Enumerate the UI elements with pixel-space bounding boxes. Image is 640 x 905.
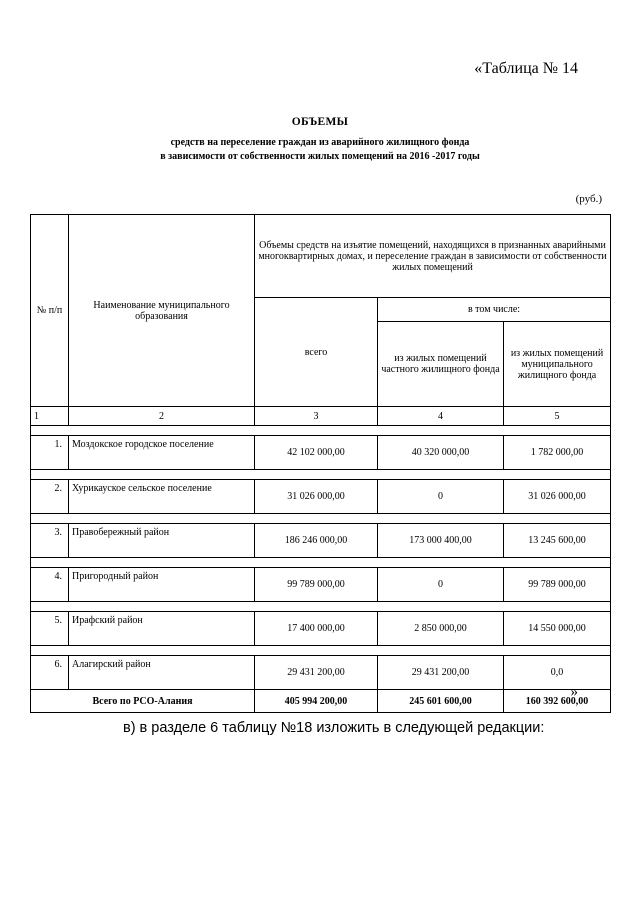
- amount-municipal: 13 245 600,00: [504, 524, 611, 558]
- col-number: 1: [31, 407, 69, 426]
- row-spacer: [31, 426, 611, 436]
- municipality-name: Алагирский район: [69, 656, 255, 690]
- row-number: 3.: [31, 524, 69, 558]
- amount-municipal: 1 782 000,00: [504, 436, 611, 470]
- row-number: 6.: [31, 656, 69, 690]
- table-row: [31, 436, 611, 470]
- amount-total: 17 400 000,00: [255, 612, 378, 646]
- row-number: 2.: [31, 480, 69, 514]
- municipality-name: Ирафский район: [69, 612, 255, 646]
- document-title: ОБЪЕМЫ: [291, 116, 349, 128]
- amount-private: 0: [378, 568, 504, 602]
- municipality-name: Моздокское городское поселение: [69, 436, 255, 470]
- col-number: 2: [69, 407, 255, 426]
- total-amount: 405 994 200,00: [255, 690, 378, 713]
- table-row: [31, 568, 611, 602]
- amount-municipal: 31 026 000,00: [504, 480, 611, 514]
- amount-municipal: 99 789 000,00: [504, 568, 611, 602]
- amount-private: 29 431 200,00: [378, 656, 504, 690]
- total-private: 245 601 600,00: [378, 690, 504, 713]
- total-row: [31, 690, 611, 713]
- amount-private: 0: [378, 480, 504, 514]
- funding-table: [30, 214, 611, 713]
- row-spacer: [31, 514, 611, 524]
- table-row: [31, 612, 611, 646]
- header-col-private: из жилых помещений частного жилищного фонда: [378, 322, 504, 407]
- row-spacer: [31, 470, 611, 480]
- header-col-including: в том числе:: [378, 298, 611, 322]
- amendment-note: в) в разделе 6 таблицу №18 изложить в следующей редакции:: [123, 720, 545, 736]
- row-number: 4.: [31, 568, 69, 602]
- amount-total: 42 102 000,00: [255, 436, 378, 470]
- header-col-group: Объемы средств на изъятие помещений, находящихся в признанных аварийными многоквартирных домах, и переселение граждан в зависимости от собственности жилых помещений: [255, 215, 611, 298]
- amount-municipal: 0,0: [504, 656, 611, 690]
- row-spacer: [31, 558, 611, 568]
- total-label: Всего по РСО-Алания: [31, 690, 255, 713]
- col-number: 3: [255, 407, 378, 426]
- col-number: 4: [378, 407, 504, 426]
- municipality-name: Правобережный район: [69, 524, 255, 558]
- header-col-total: всего: [255, 298, 378, 407]
- municipality-name: Хурикауское сельское поселение: [69, 480, 255, 514]
- row-number: 5.: [31, 612, 69, 646]
- total-municipal: 160 392 600,00: [504, 690, 611, 713]
- closing-quote: »: [570, 684, 578, 700]
- municipality-name: Пригородный район: [69, 568, 255, 602]
- amount-total: 186 246 000,00: [255, 524, 378, 558]
- amount-total: 99 789 000,00: [255, 568, 378, 602]
- table-row: [31, 480, 611, 514]
- header-col-no: № п/п: [31, 215, 69, 407]
- row-spacer: [31, 646, 611, 656]
- amount-private: 40 320 000,00: [378, 436, 504, 470]
- col-number: 5: [504, 407, 611, 426]
- amount-total: 29 431 200,00: [255, 656, 378, 690]
- amount-private: 2 850 000,00: [378, 612, 504, 646]
- document-subtitle-line1: средств на переселение граждан из аварийного жилищного фонда: [170, 137, 470, 148]
- currency-unit: (руб.): [575, 193, 602, 205]
- amount-municipal: 14 550 000,00: [504, 612, 611, 646]
- amount-total: 31 026 000,00: [255, 480, 378, 514]
- table-row: [31, 656, 611, 690]
- row-number: 1.: [31, 436, 69, 470]
- header-col-name: Наименование муниципального образования: [69, 215, 255, 407]
- row-spacer: [31, 602, 611, 612]
- column-number-row: [31, 407, 611, 426]
- document-subtitle-line2: в зависимости от собственности жилых помещений на 2016 -2017 годы: [160, 151, 480, 162]
- table-number-label: «Таблица № 14: [474, 60, 578, 77]
- table-row: [31, 524, 611, 558]
- amount-private: 173 000 400,00: [378, 524, 504, 558]
- header-col-municipal: из жилых помещений муниципального жилищного фонда: [504, 322, 611, 407]
